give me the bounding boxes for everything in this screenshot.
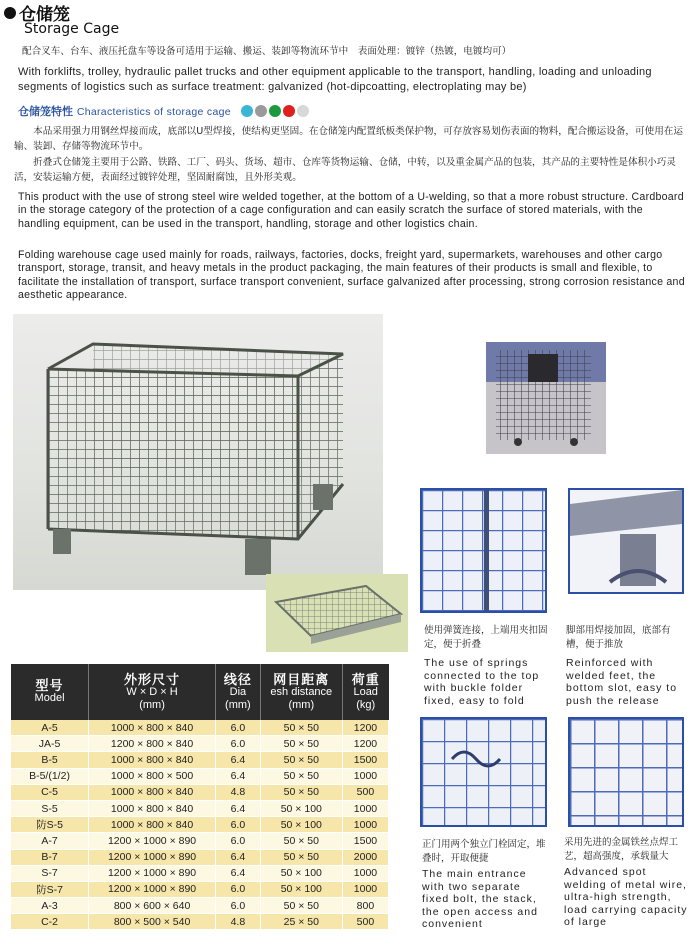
model-cell: S-7 xyxy=(11,865,89,881)
dimensions-cell: 1000 × 800 × 840 xyxy=(89,784,216,800)
feet-caption-en: Reinforced with welded feet, the bottom slot, easy to push the release xyxy=(566,657,678,707)
intro-en: With forklifts, trolley, hydraulic pallet trucks and other equipment applicable to the transport, handling, loading and unloading segments of logistics such as surface treatment: galvanized (hot-dipcoatting, electroplating may be) xyxy=(18,66,652,93)
header-mesh: 网目距离 esh distance (mm) xyxy=(260,664,342,720)
features-cn-2: 折叠式仓储笼主要用于公路、铁路、工厂、码头、货场、超市、仓库等货物运输、仓储，中转，以及重金属产品的包装，其产品的主要特性是体积小巧灵活，安装运输方便，表面经过镀锌处理，坚固耐腐蚀，且外形美观。 xyxy=(14,157,676,183)
bullet-icon xyxy=(4,7,16,19)
load-cell: 1000 xyxy=(342,865,388,881)
mesh-cell: 50 × 50 xyxy=(260,720,342,736)
dia-cell: 6.0 xyxy=(216,833,261,849)
mesh-cell: 50 × 50 xyxy=(260,849,342,865)
load-cell: 1000 xyxy=(342,881,388,897)
color-dot-red xyxy=(283,105,295,117)
load-cell: 1200 xyxy=(342,736,388,752)
mesh-cell: 50 × 50 xyxy=(260,833,342,849)
warehouse-photo xyxy=(486,342,606,454)
table-row xyxy=(11,817,389,833)
mesh-cell: 50 × 100 xyxy=(260,817,342,833)
table-row xyxy=(11,784,389,800)
dimensions-cell: 1000 × 800 × 840 xyxy=(89,800,216,816)
features-en-1: This product with the use of strong steel wire welded together, at the bottom of a U-welding, so that a more robust structure. Cardboard in the storage category of the protection of a cage configuration and can easily scratch the surface of stored materials, with the handling equipment, can be used in the transport, handling, storage and other logistics chain. xyxy=(18,191,684,230)
dia-cell: 6.0 xyxy=(216,720,261,736)
mesh-cell: 50 × 50 xyxy=(260,768,342,784)
features-cn-1: 本品采用强力用钢丝焊接而成，底部以U型焊接，使结构更坚固。在仓储笼内配置纸板类保护物，可存放容易划伤表面的物料，配合搬运设备，可使用在运输、装卸、存储等物流环节中。 xyxy=(14,126,683,152)
load-cell: 800 xyxy=(342,898,388,914)
title-cn: 仓储笼 xyxy=(19,5,70,25)
table-row xyxy=(11,865,389,881)
spec-header-row xyxy=(11,664,389,720)
door-detail-photo xyxy=(420,717,547,827)
dimensions-cell: 1000 × 800 × 840 xyxy=(89,720,216,736)
table-row xyxy=(11,914,389,930)
spring-caption-en: The use of springs connected to the top with buckle folder fixed, easy to fold xyxy=(424,657,540,707)
load-cell: 2000 xyxy=(342,849,388,865)
color-dot-green xyxy=(269,105,281,117)
dia-cell: 6.4 xyxy=(216,768,261,784)
dia-cell: 6.4 xyxy=(216,865,261,881)
mesh-cell: 50 × 50 xyxy=(260,898,342,914)
header-dimensions: 外形尺寸 W × D × H (mm) xyxy=(89,664,216,720)
load-cell: 1200 xyxy=(342,720,388,736)
table-row xyxy=(11,833,389,849)
model-cell: A-7 xyxy=(11,833,89,849)
load-cell: 1500 xyxy=(342,833,388,849)
feet-caption-cn: 脚部用焊接加固，底部有槽，便于推放 xyxy=(566,625,671,650)
dia-cell: 6.0 xyxy=(216,881,261,897)
dimensions-cell: 1000 × 800 × 840 xyxy=(89,817,216,833)
spec-table xyxy=(11,664,389,930)
table-row xyxy=(11,849,389,865)
table-row xyxy=(11,881,389,897)
section-heading xyxy=(18,103,309,119)
model-cell: S-5 xyxy=(11,800,89,816)
spring-caption-cn: 使用弹簧连接，上端用夹扣固定，便于折叠 xyxy=(424,625,548,650)
section-title-en: Characteristics of storage cage xyxy=(76,106,231,118)
mesh-cell: 50 × 50 xyxy=(260,752,342,768)
model-cell: 防S-5 xyxy=(11,817,89,833)
dimensions-cell: 1200 × 1000 × 890 xyxy=(89,865,216,881)
dimensions-cell: 1200 × 800 × 840 xyxy=(89,736,216,752)
main-cage-photo xyxy=(13,314,383,590)
mesh-cell: 50 × 50 xyxy=(260,736,342,752)
table-row xyxy=(11,898,389,914)
dimensions-cell: 1200 × 1000 × 890 xyxy=(89,881,216,897)
door-caption-en: The main entrance with two separate fixed bolt, the stack, the open access and convenient xyxy=(422,868,538,930)
dia-cell: 6.4 xyxy=(216,752,261,768)
dia-cell: 6.0 xyxy=(216,817,261,833)
load-cell: 500 xyxy=(342,784,388,800)
intro-cn: 配合叉车、台车、液压托盘车等设备可适用于运输、搬运、装卸等物流环节中 表面处理：镀锌（热镀，电镀均可） xyxy=(22,46,512,57)
color-dot-blue xyxy=(241,105,253,117)
load-cell: 1000 xyxy=(342,817,388,833)
dia-cell: 4.8 xyxy=(216,914,261,930)
mesh-cell: 50 × 100 xyxy=(260,865,342,881)
feet-detail-photo xyxy=(568,488,684,594)
load-cell: 1000 xyxy=(342,768,388,784)
dia-cell: 6.4 xyxy=(216,849,261,865)
header-dia: 线径 Dia (mm) xyxy=(216,664,261,720)
table-row xyxy=(11,736,389,752)
dimensions-cell: 1200 × 1000 × 890 xyxy=(89,833,216,849)
mesh-cell: 50 × 100 xyxy=(260,881,342,897)
color-dot-lightgray xyxy=(297,105,309,117)
dimensions-cell: 1200 × 1000 × 890 xyxy=(89,849,216,865)
page-subtitle: Storage Cage xyxy=(24,21,120,37)
weld-detail-photo xyxy=(568,717,684,827)
load-cell: 1000 xyxy=(342,800,388,816)
weld-caption-cn: 采用先进的金属铁丝点焊工艺，超高强度，承载量大 xyxy=(564,837,679,862)
dimensions-cell: 800 × 500 × 540 xyxy=(89,914,216,930)
dimensions-cell: 1000 × 800 × 500 xyxy=(89,768,216,784)
door-caption-cn: 正门用两个独立门栓固定，堆叠时，开取便捷 xyxy=(422,839,546,864)
dimensions-cell: 1000 × 800 × 840 xyxy=(89,752,216,768)
model-cell: C-2 xyxy=(11,914,89,930)
dia-cell: 4.8 xyxy=(216,784,261,800)
table-row xyxy=(11,752,389,768)
load-cell: 1500 xyxy=(342,752,388,768)
dia-cell: 6.0 xyxy=(216,736,261,752)
model-cell: B-7 xyxy=(11,849,89,865)
dimensions-cell: 800 × 600 × 640 xyxy=(89,898,216,914)
folded-pallet-photo xyxy=(266,574,408,652)
model-cell: B-5/(1/2) xyxy=(11,768,89,784)
color-dot-gray xyxy=(255,105,267,117)
model-cell: C-5 xyxy=(11,784,89,800)
dia-cell: 6.4 xyxy=(216,800,261,816)
mesh-cell: 50 × 50 xyxy=(260,784,342,800)
table-row xyxy=(11,768,389,784)
table-row xyxy=(11,720,389,736)
table-row xyxy=(11,800,389,816)
mesh-cell: 25 × 50 xyxy=(260,914,342,930)
header-model: 型号 Model xyxy=(11,664,89,720)
load-cell: 500 xyxy=(342,914,388,930)
model-cell: A-5 xyxy=(11,720,89,736)
model-cell: JA-5 xyxy=(11,736,89,752)
model-cell: 防S-7 xyxy=(11,881,89,897)
mesh-cell: 50 × 100 xyxy=(260,800,342,816)
section-title-cn: 仓储笼特性 xyxy=(18,105,73,118)
weld-caption-en: Advanced spot welding of metal wire, ultra-high strength, load carrying capacity of large xyxy=(564,866,688,928)
model-cell: A-3 xyxy=(11,898,89,914)
model-cell: B-5 xyxy=(11,752,89,768)
features-en-2: Folding warehouse cage used mainly for roads, railways, factories, docks, freight yard, supermarkets, warehouses and other cargo transport, storage, transit, and heavy metals in the product packaging, the main features of their products is small and flexible, to facilitate the installation of transport, surface transport convenient, surface galvanized after processing, strong corrosion resistance and aesthetic appearance. xyxy=(18,249,685,301)
dia-cell: 6.0 xyxy=(216,898,261,914)
spring-detail-photo xyxy=(420,488,547,613)
header-load: 荷重 Load (kg) xyxy=(342,664,388,720)
